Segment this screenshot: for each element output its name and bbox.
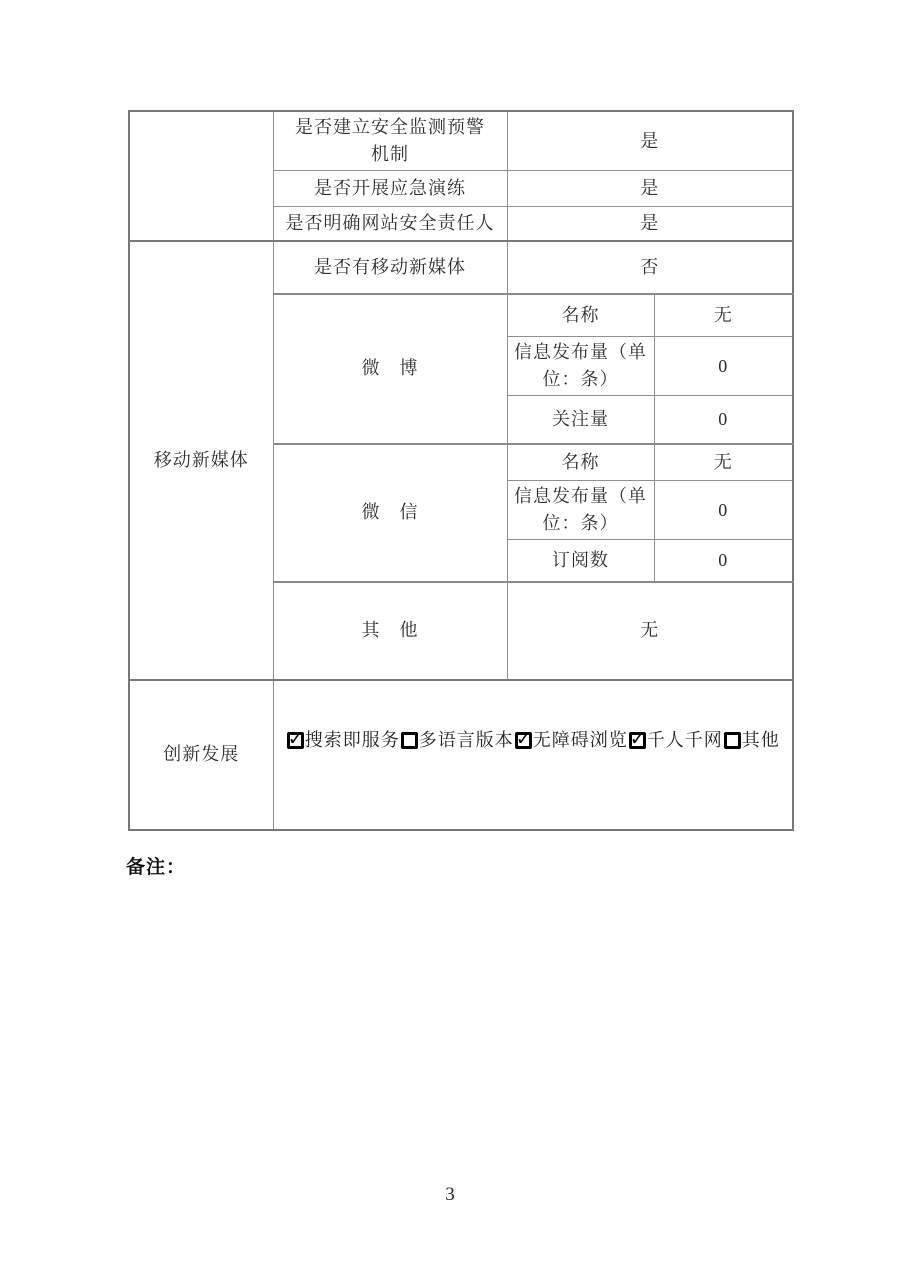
- innovation-option: [400, 727, 514, 754]
- report-table: [128, 110, 794, 831]
- checkbox-icon[interactable]: [724, 732, 741, 749]
- sub-label-cell: 订阅数: [507, 540, 654, 582]
- checkbox-icon[interactable]: [515, 732, 532, 749]
- checkbox-icon[interactable]: [401, 732, 418, 749]
- value-cell: 0: [654, 481, 793, 540]
- page-number: 3: [445, 1184, 455, 1205]
- value-cell: 无: [654, 294, 793, 337]
- value-cell: 0: [654, 337, 793, 396]
- value-cell: 无: [654, 444, 793, 481]
- value-cell: 无: [507, 582, 793, 680]
- checkbox-icon[interactable]: [287, 732, 304, 749]
- question-cell: [273, 111, 507, 171]
- section-label-cell-innovation: 创新发展: [129, 680, 273, 830]
- sub-label-cell: 关注量: [507, 396, 654, 444]
- sub-label-cell: 信息发布量（单位：条）: [507, 481, 654, 540]
- innovation-option: [723, 727, 780, 754]
- table-row: [129, 680, 793, 830]
- value-cell: 0: [654, 540, 793, 582]
- checkbox-label: 其他: [741, 730, 780, 750]
- checkbox-label: 搜索即服务: [304, 730, 400, 750]
- sub-label-cell: 名称: [507, 444, 654, 481]
- section-label-cell-empty: [129, 111, 273, 241]
- innovation-option: [286, 727, 400, 754]
- value-cell: 0: [654, 396, 793, 444]
- question-cell: 是否有移动新媒体: [273, 241, 507, 294]
- section-label-cell-mobile-media: 移动新媒体: [129, 241, 273, 680]
- question-cell: 是否开展应急演练: [273, 171, 507, 207]
- checkbox-label: 无障碍浏览: [532, 730, 628, 750]
- sub-label-cell: 信息发布量（单位：条）: [507, 337, 654, 396]
- sub-label-cell: 名称: [507, 294, 654, 337]
- answer-cell: 是: [507, 207, 793, 241]
- answer-cell: 是: [507, 171, 793, 207]
- answer-cell: 是: [507, 111, 793, 171]
- answer-cell: 否: [507, 241, 793, 294]
- remarks-label: 备注：: [126, 857, 187, 878]
- table-row: [129, 241, 793, 294]
- checkbox-label: 千人千网: [646, 730, 723, 750]
- innovation-option: [628, 727, 723, 754]
- question-cell: 是否明确网站安全责任人: [273, 207, 507, 241]
- platform-label-cell-wechat: 微 信: [273, 444, 507, 582]
- platform-label-cell-other: 其 他: [273, 582, 507, 680]
- platform-label-cell-weibo: 微 博: [273, 294, 507, 444]
- table-row: [129, 111, 793, 171]
- checkbox-label: 多语言版本: [418, 730, 514, 750]
- checkbox-icon[interactable]: [629, 732, 646, 749]
- question-text: 是否建立安全监测预警机制: [295, 117, 485, 164]
- innovation-options-row: [278, 727, 789, 754]
- innovation-options-cell: [273, 680, 793, 830]
- innovation-option: [514, 727, 628, 754]
